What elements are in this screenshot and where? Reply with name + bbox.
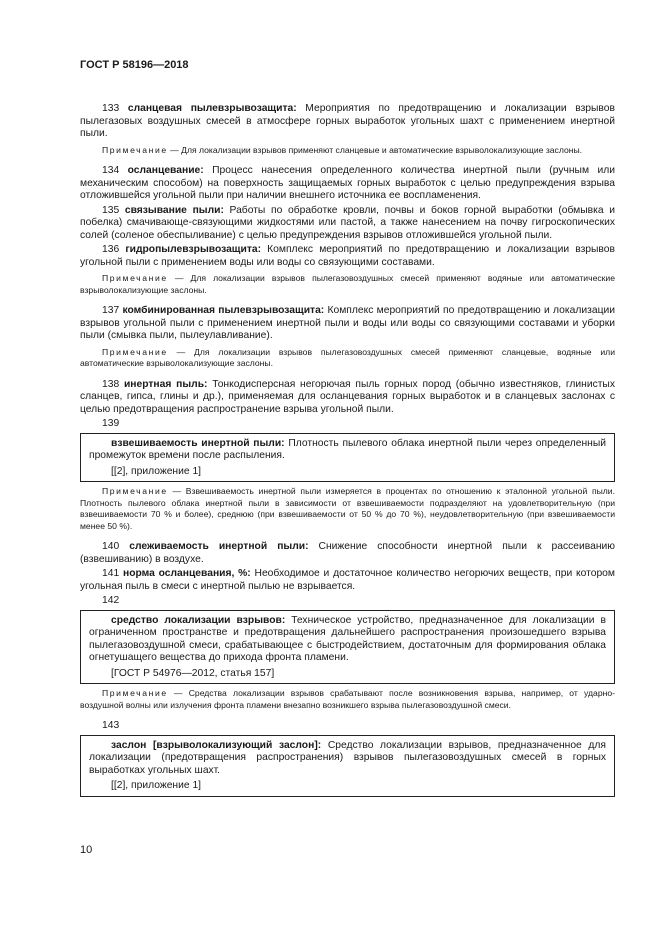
document-body (80, 103, 615, 801)
note-text: — Для локализации взрывов пылегазовоздушных смесей применяют сланцевые, водяные или автоматические взрыволокализующие заслоны. (80, 346, 615, 368)
term-number: 135 (102, 204, 120, 216)
note-label: Примечание (102, 346, 168, 357)
term-entry-139 (89, 438, 606, 463)
note-text: — Для локализации взрывов пылегазовоздушных смесей применяют водяные или автоматические взрыволокализующие заслоны. (80, 273, 615, 295)
note-label: Примечание (102, 144, 168, 155)
term-entry-141 (80, 568, 615, 593)
term-entry-134 (80, 165, 615, 203)
term-definition: Средство локализации взрывов, предназначенное для локализации (предотвращения распространения) взрывов пылегазовоздушных смесей в горных выработках угольных шахт. (89, 739, 606, 776)
note-142 (80, 688, 615, 711)
term-entry-136 (80, 244, 615, 269)
term-entry-137 (80, 305, 615, 343)
term-definition: Тонкодисперсная негорючая пыль горных пород (обычно известняков, глинистых сланцев, гипса, глины и др.), применяемая для осланцевания горных выработок и в сланцевых заслонах с целью предотвращения распространение взрыва угольной пыли. (80, 378, 615, 415)
page-number: 10 (80, 844, 93, 856)
term-definition: Снижение способности инертной пыли к рассеиванию (взвешиванию) в воздухе. (80, 541, 615, 565)
term-definition: Необходимое и достаточное количество негорючих веществ, при котором угольная пыль в смеси с инертной пылью не взрывается. (80, 568, 615, 592)
note-text: — Взвешиваемость инертной пыли измеряется в процентах по отношению к эталонной угольной пыли. Плотность пылевого облака инертной пыли в зависимости от взвешиваемости подразделяют на удовлетворительную (при взвешиваемости 70 % и более), среднюю (при взвешиваемости от 50 % до 70 %), неудовлетворительную (при взвешиваемости менее 50 %). (80, 486, 615, 531)
term-number: 134 (102, 165, 120, 176)
term-name: инертная пыль: (123, 378, 208, 390)
note-label: Примечание (102, 486, 168, 496)
term-name: средство локализации взрывов: (111, 614, 286, 626)
term-number-143: 143 (102, 720, 120, 731)
term-name: сланцевая пылевзрывозащита: (127, 103, 297, 114)
note-133 (80, 145, 615, 157)
term-definition: Мероприятия по предотвращению и локализации взрывов пылегазовых воздушных смесей в атмосфере горных выработок угольных шахт с применением инертной пыли. (80, 103, 615, 139)
term-source: [[2], приложение 1] (111, 780, 202, 791)
term-entry-133 (80, 103, 615, 141)
term-name: взвешиваемость инертной пыли: (111, 437, 285, 449)
term-number: 133 (102, 103, 120, 114)
note-136 (80, 273, 615, 296)
term-box-139 (80, 433, 615, 483)
term-name: осланцевание: (127, 165, 204, 176)
term-name: заслон [взрыволокализующий заслон]: (111, 739, 322, 751)
term-name: гидропылевзрывозащита: (125, 244, 262, 255)
note-text: — Для локализации взрывов применяют сланцевые и автоматические взрыволокализующие заслоны. (167, 144, 583, 155)
term-definition: Комплекс мероприятий по предотвращению и локализации взрывов угольной пыли с применением воды или воды со связующими составами. (80, 244, 615, 268)
term-definition: Техническое устройство, предназначенное для локализации в ограниченном пространстве и предотвращения дальнейшего распространения произошедшего взрыва пылегазовоздушной смеси, срабатывающее с быстродействием, достаточным для формирования облака огнетушащего вещества до прихода фронта пламени. (89, 614, 606, 663)
term-number: 137 (102, 305, 120, 316)
term-box-143 (80, 735, 615, 797)
term-number: 141 (102, 568, 120, 579)
term-name: связывание пыли: (124, 204, 224, 216)
term-entry-143 (89, 740, 606, 778)
term-number-142: 142 (102, 595, 120, 606)
term-entry-138 (80, 379, 615, 417)
note-label: Примечание (102, 688, 168, 698)
term-definition: Процесс нанесения определенного количества инертной пыли (ручным или механическим способом) на поверхность защищаемых горных выработок с целью предупреждения взрыва отложившейся угольной пыли при наличии внешнего источника ее воспламенения. (80, 165, 615, 201)
term-entry-140 (80, 541, 615, 566)
note-137 (80, 347, 615, 370)
term-number: 136 (102, 244, 120, 255)
term-definition: Плотность пылевого облака инертной пыли через определенный промежуток времени после распыления. (89, 437, 606, 461)
note-text: — Средства локализации взрывов срабатывают после возникновения взрыва, например, от ударно-воздушной волны или излучения фронта пламени внезапно возникшего взрыва пылегазовоздушной смеси. (80, 688, 615, 710)
term-number-139: 139 (102, 418, 120, 429)
note-label: Примечание (102, 273, 168, 283)
term-name: слеживаемость инертной пыли: (129, 541, 309, 552)
term-definition: Работы по обработке кровли, почвы и боков горной выработки (обмывка и побелка) смачивающе-связующими жидкостями или пастой, а также нанесением на почву гигроскопических солей (соленое обеспыливание) с целью предупреждения взрывов отложившейся угольной пыли. (80, 204, 615, 241)
note-139 (80, 486, 615, 532)
document-header: ГОСТ Р 58196—2018 (80, 59, 189, 71)
term-name: норма осланцевания, %: (122, 568, 251, 579)
term-entry-135 (80, 205, 615, 243)
term-source: [[2], приложение 1] (111, 465, 202, 477)
term-definition: Комплекс мероприятий по предотвращению и локализации взрывов угольной пыли с применением инертной пыли и воды или воды со связующими составами и уборки пыли (смывка пыли, пылеулавливание). (80, 305, 615, 341)
term-number: 138 (102, 378, 120, 390)
term-entry-142 (89, 615, 606, 665)
term-source: [ГОСТ Р 54976—2012, статья 157] (111, 667, 275, 679)
term-name: комбинированная пылевзрывозащита: (122, 305, 325, 316)
term-box-142 (80, 610, 615, 685)
term-number: 140 (102, 541, 120, 552)
